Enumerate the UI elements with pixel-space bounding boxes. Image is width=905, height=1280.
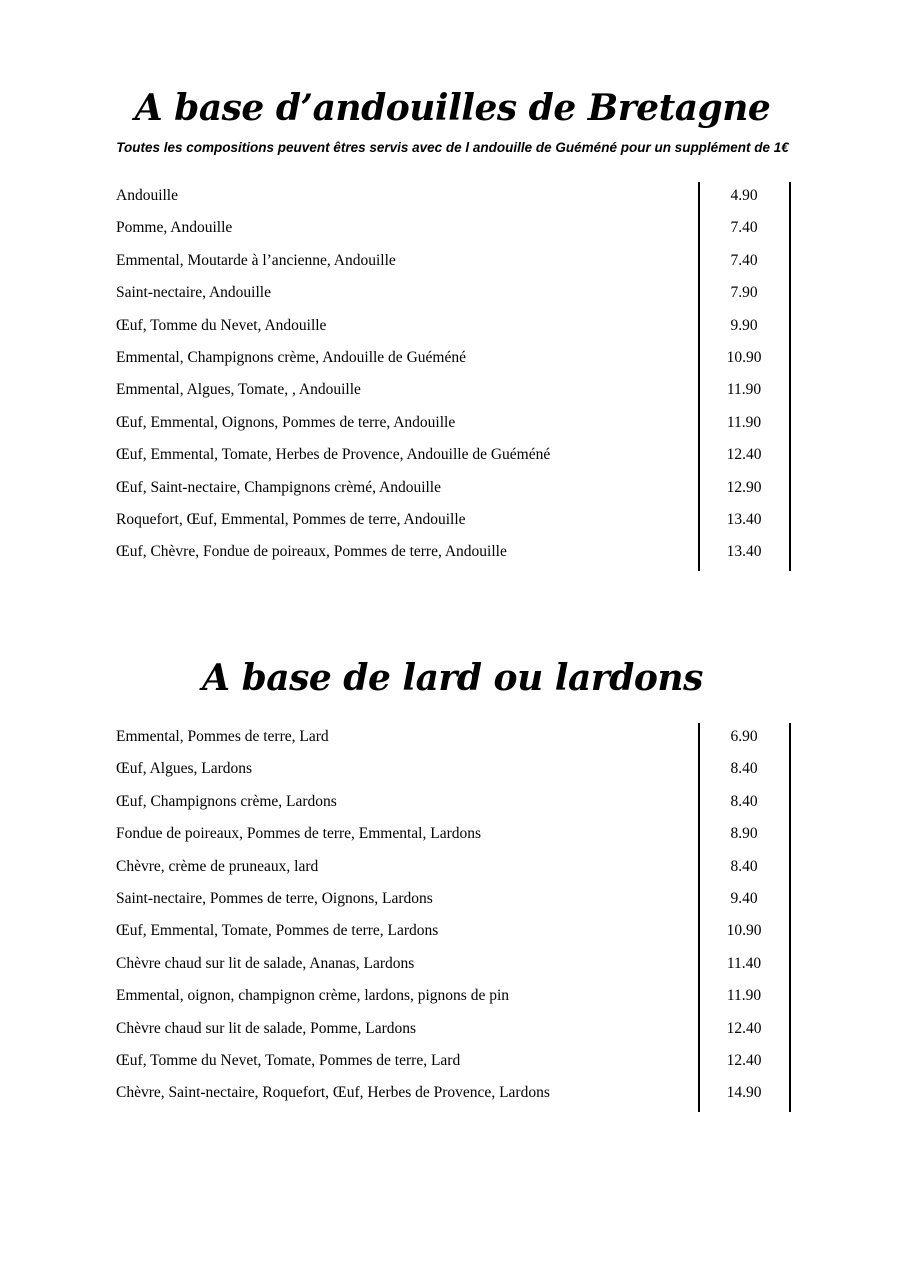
item-name: Œuf, Champignons crème, Lardons — [116, 792, 337, 810]
item-name: Emmental, Algues, Tomate, , Andouille — [116, 381, 361, 399]
menu-row — [116, 344, 791, 376]
menu-row — [116, 853, 791, 885]
item-price: 11.40 — [726, 954, 762, 972]
item-price: 4.90 — [730, 187, 758, 204]
item-name: Chèvre, crème de pruneaux, lard — [116, 857, 319, 875]
item-price: 12.40 — [726, 1019, 762, 1037]
item-name: Roquefort, Œuf, Emmental, Pommes de terre, Andouille — [116, 510, 466, 528]
item-price: 12.40 — [726, 1051, 762, 1069]
menu-row — [116, 885, 791, 917]
item-name: Œuf, Saint-nectaire, Champignons crèmé, Andouille — [116, 478, 441, 496]
menu-row — [116, 1015, 791, 1047]
item-name: Fondue de poireaux, Pommes de terre, Emmental, Lardons — [116, 825, 482, 843]
menu-row — [116, 788, 791, 820]
menu-row — [116, 538, 791, 570]
menu-row — [116, 376, 791, 408]
item-price: 8.40 — [730, 792, 758, 810]
menu-row — [116, 312, 791, 344]
item-price: 13.40 — [726, 543, 762, 561]
menu-row — [116, 214, 791, 246]
item-price: 8.40 — [730, 760, 758, 778]
menu-row — [116, 182, 791, 214]
menu-row — [116, 1047, 791, 1079]
andouilles-subtitle-wrap — [0, 138, 905, 158]
andouilles-title: A base d’andouilles de Bretagne — [134, 87, 771, 129]
item-name: Pomme, Andouille — [116, 219, 233, 237]
lard-section — [0, 656, 905, 700]
item-name: Chèvre chaud sur lit de salade, Ananas, Lardons — [116, 954, 415, 972]
item-price: 10.90 — [726, 348, 762, 366]
item-name: Œuf, Emmental, Oignons, Pommes de terre, Andouille — [116, 413, 456, 431]
menu-row — [116, 506, 791, 538]
item-name: Œuf, Algues, Lardons — [116, 760, 253, 778]
menu-row — [116, 950, 791, 982]
item-name: Andouille — [116, 187, 178, 204]
item-name: Emmental, Moutarde à l’ancienne, Andouille — [116, 251, 396, 269]
item-price: 10.90 — [726, 922, 762, 940]
menu-row — [116, 723, 791, 755]
item-price: 13.40 — [726, 510, 762, 528]
item-price: 12.90 — [726, 478, 762, 496]
item-name: Emmental, oignon, champignon crème, lardons, pignons de pin — [116, 987, 510, 1005]
item-name: Saint-nectaire, Pommes de terre, Oignons, Lardons — [116, 889, 433, 907]
menu-row — [116, 1079, 791, 1111]
item-name: Saint-nectaire, Andouille — [116, 284, 271, 302]
item-price: 8.40 — [730, 857, 758, 875]
item-price: 12.40 — [726, 446, 762, 464]
menu-row — [116, 917, 791, 949]
item-name: Emmental, Champignons crème, Andouille de Guéméné — [116, 348, 466, 366]
andouilles-subtitle: Toutes les compositions peuvent êtres servis avec de l andouille de Guéméné pour un supplément de 1€ — [116, 140, 789, 155]
item-price: 6.90 — [730, 728, 758, 745]
item-price: 7.90 — [730, 284, 758, 302]
menu-row — [116, 755, 791, 787]
lard-title: A base de lard ou lardons — [202, 657, 703, 699]
item-price: 9.40 — [730, 889, 758, 907]
item-name: Œuf, Tomme du Nevet, Tomate, Pommes de terre, Lard — [116, 1051, 461, 1069]
item-name: Œuf, Tomme du Nevet, Andouille — [116, 316, 327, 334]
item-name: Œuf, Chèvre, Fondue de poireaux, Pommes de terre, Andouille — [116, 543, 507, 561]
menu-row — [116, 820, 791, 852]
menu-row — [116, 279, 791, 311]
menu-row — [116, 247, 791, 279]
item-name: Œuf, Emmental, Tomate, Herbes de Provence, Andouille de Guéméné — [116, 446, 551, 464]
item-price: 9.90 — [730, 316, 758, 334]
menu-row — [116, 474, 791, 506]
item-price: 11.90 — [726, 987, 762, 1005]
menu-row — [116, 982, 791, 1014]
menu-row — [116, 441, 791, 473]
item-name: Œuf, Emmental, Tomate, Pommes de terre, Lardons — [116, 922, 439, 940]
item-name: Chèvre chaud sur lit de salade, Pomme, Lardons — [116, 1019, 417, 1037]
andouilles-table — [116, 182, 791, 571]
item-price: 8.90 — [730, 825, 758, 843]
item-price: 7.40 — [730, 219, 758, 237]
andouilles-section — [0, 86, 905, 130]
menu-row — [116, 409, 791, 441]
item-name: Emmental, Pommes de terre, Lard — [116, 728, 329, 745]
lard-table — [116, 723, 791, 1112]
item-price: 14.90 — [726, 1084, 762, 1102]
item-price: 11.90 — [726, 413, 762, 431]
item-price: 11.90 — [726, 381, 762, 399]
item-price: 7.40 — [730, 251, 758, 269]
item-name: Chèvre, Saint-nectaire, Roquefort, Œuf, Herbes de Provence, Lardons — [116, 1084, 550, 1102]
